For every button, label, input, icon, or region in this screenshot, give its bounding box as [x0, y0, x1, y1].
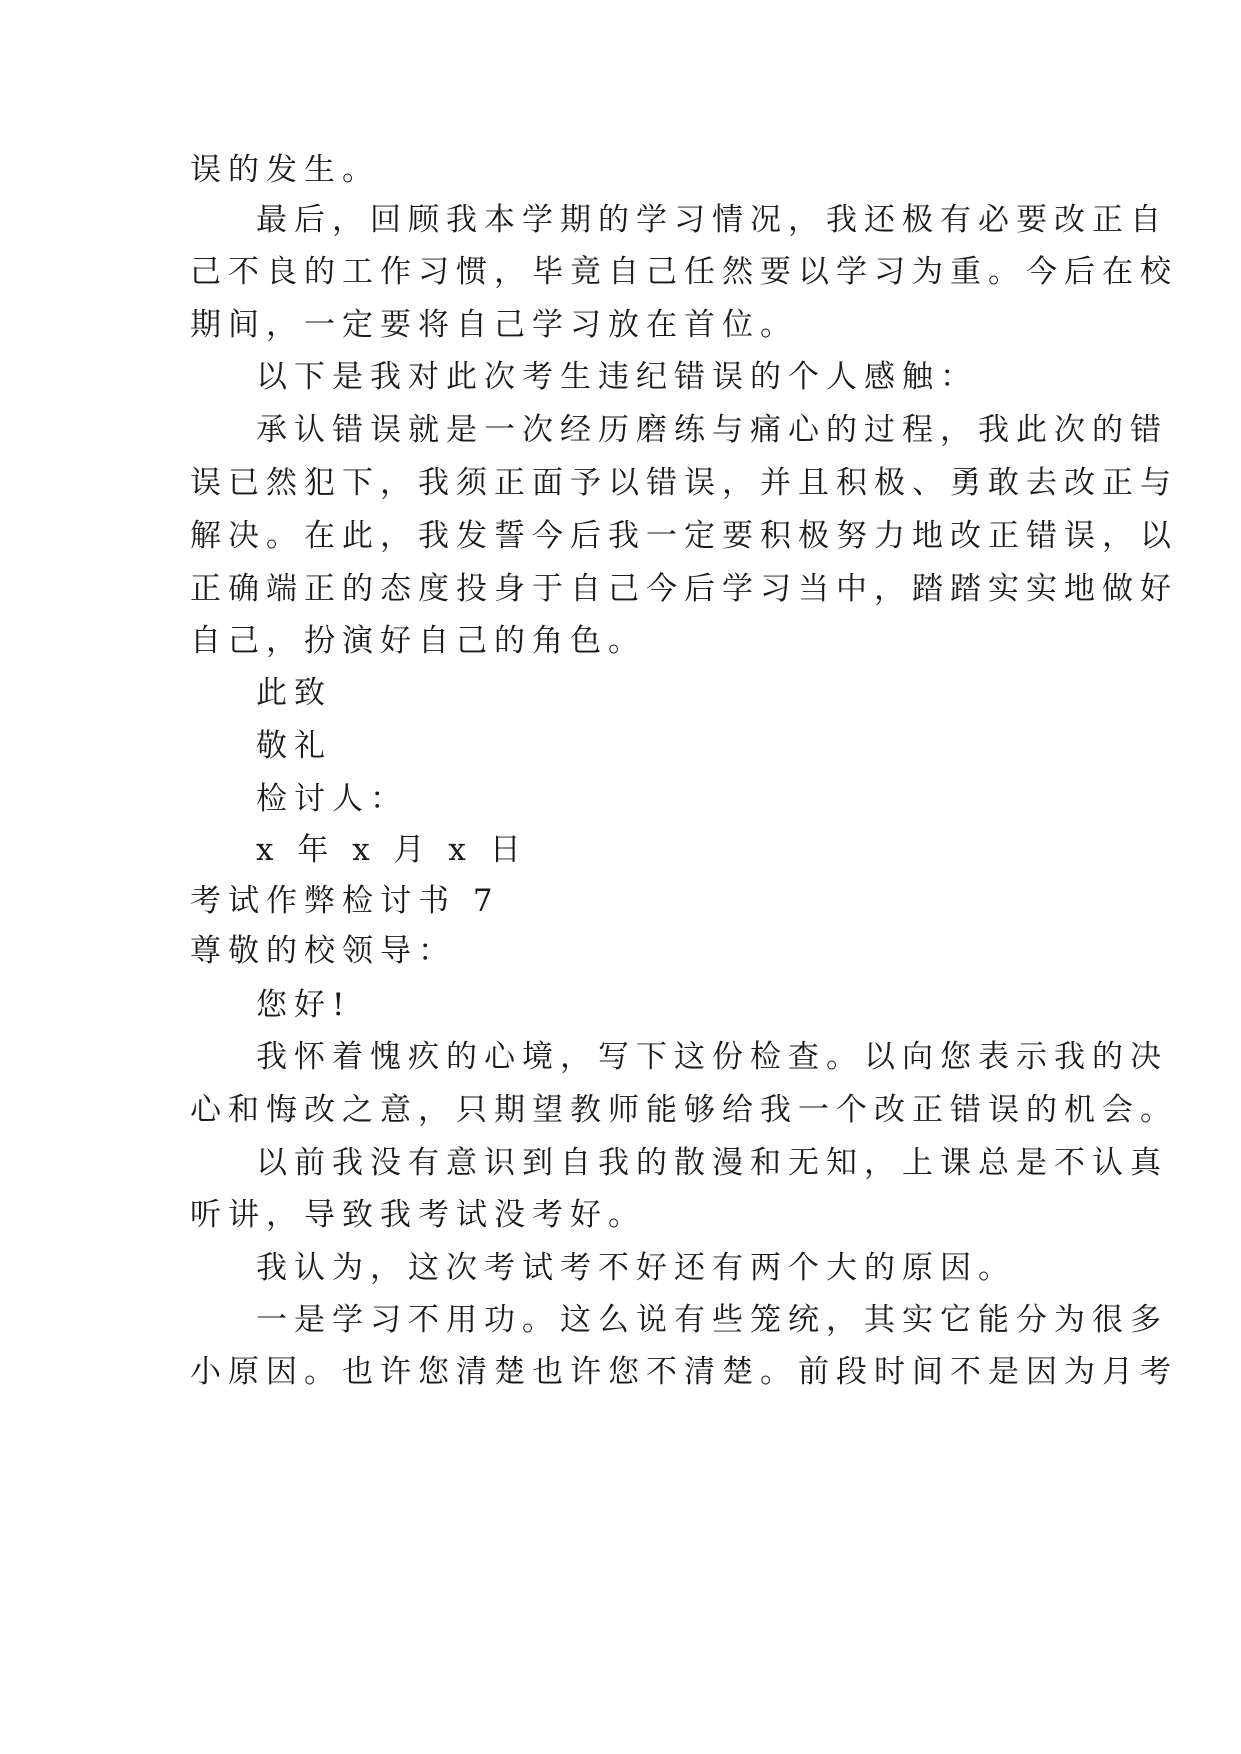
signature-label: 检讨人： — [256, 781, 408, 817]
paragraph-first-line: 我认为，这次考试考不好还有两个大的原因。 — [256, 1250, 1016, 1286]
paragraph-first-line: 以前我没有意识到自我的散漫和无知，上课总是不认真 — [256, 1145, 1168, 1181]
recipient-greeting: 尊敬的校领导： — [190, 933, 456, 969]
body-text-line: 己不良的工作习惯，毕竟自己任然要以学习为重。今后在校 — [190, 254, 1178, 290]
body-text-line: 心和悔改之意，只期望教师能够给我一个改正错误的机会。 — [190, 1092, 1178, 1128]
paragraph-first-line: 一是学习不用功。这么说有些笼统，其实它能分为很多 — [256, 1302, 1168, 1338]
body-text-line: 正确端正的态度投身于自己今后学习当中，踏踏实实地做好 — [190, 571, 1178, 607]
closing-regards: 敬礼 — [256, 728, 332, 764]
body-text-line: 小原因。也许您清楚也许您不清楚。前段时间不是因为月考 — [190, 1354, 1178, 1390]
body-text-line: 自己，扮演好自己的角色。 — [190, 623, 646, 659]
paragraph-first-line: 承认错误就是一次经历磨练与痛心的过程，我此次的错 — [256, 412, 1168, 448]
body-text-line: 听讲，导致我考试没考好。 — [190, 1197, 646, 1233]
body-text-line: 期间，一定要将自己学习放在首位。 — [190, 307, 798, 343]
body-text-line: 误的发生。 — [190, 152, 380, 188]
body-text-line: 误已然犯下，我须正面予以错误，并且积极、勇敢去改正与 — [190, 465, 1178, 501]
body-text-line: 解决。在此，我发誓今后我一定要积极努力地改正错误，以 — [190, 518, 1178, 554]
greeting-line: 您好! — [256, 987, 352, 1023]
paragraph-first-line: 以下是我对此次考生违纪错误的个人感触： — [256, 359, 978, 395]
closing-salutation: 此致 — [256, 675, 332, 711]
section-title: 考试作弊检讨书 7 — [190, 883, 500, 919]
paragraph-first-line: 我怀着愧疚的心境，写下这份检查。以向您表示我的决 — [256, 1039, 1168, 1075]
paragraph-first-line: 最后，回顾我本学期的学习情况，我还极有必要改正自 — [256, 202, 1168, 238]
date-line: x 年 x 月 x 日 — [256, 832, 528, 868]
